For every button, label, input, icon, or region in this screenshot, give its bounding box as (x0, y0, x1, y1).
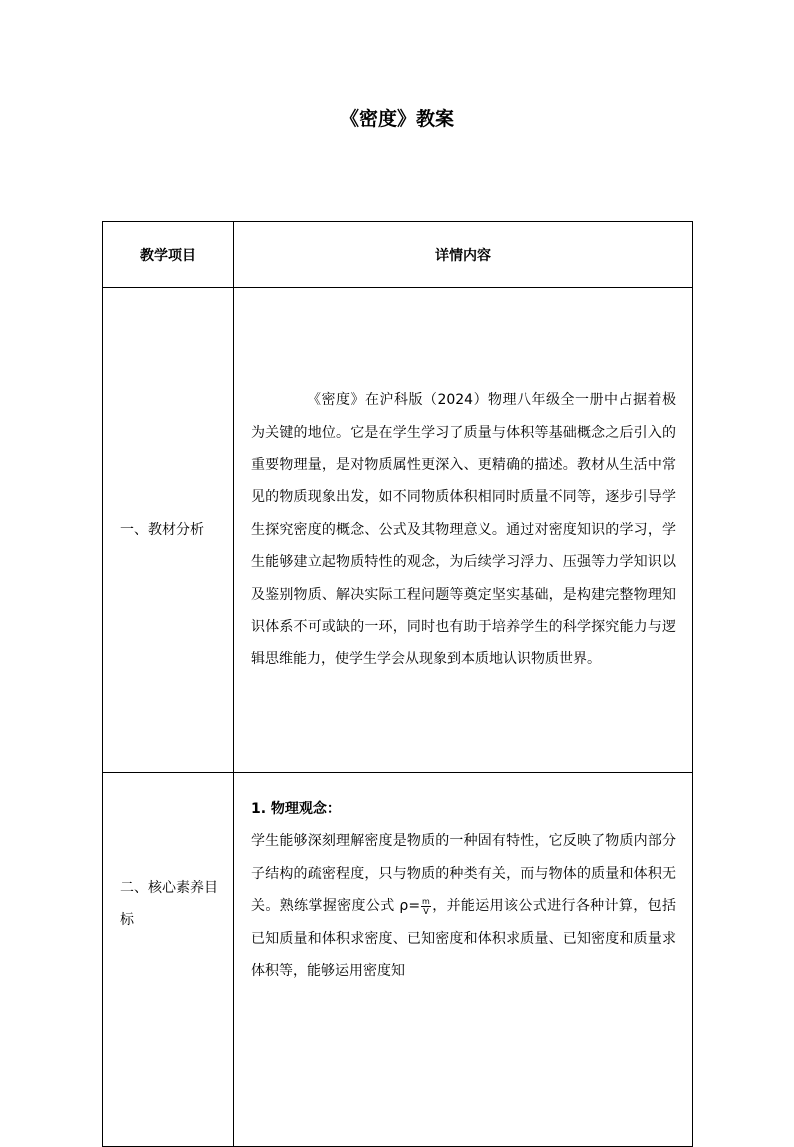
density-formula-fraction (421, 897, 431, 916)
textbook-analysis-paragraph: 《密度》在沪科版（2024）物理八年级全一册中占据着极为关键的地位。它是在学生学习了质量与体积等基础概念之后引入的重要物理量，是对物质属性更深入、更精确的描述。教材从生活中常见的物质现象出发，如不同物质体积相同时质量不同等，逐步引导学生探究密度的概念、公式及其物理意义。通过对密度知识的学习，学生能够建立起物质特性的观念，为后续学习浮力、压强等力学知识以及鉴别物质、解决实际工程问题等奠定坚实基础，是构建完整物理知识体系不可或缺的一环，同时也有助于培养学生的科学探究能力与逻辑思维能力，使学生学会从现象到本质地认识物质世界。 (251, 392, 676, 668)
formula-denominator: V (423, 906, 429, 916)
table-row (103, 288, 693, 773)
physics-concept-paragraph (251, 825, 676, 987)
lesson-plan-table (102, 221, 693, 1147)
row-label-textbook-analysis: 一、教材分析 (103, 288, 234, 773)
document-title: 《密度》教案 (339, 108, 454, 130)
paragraph-text-before-formula: 学生能够深刻理解密度是物质的一种固有特性，它反映了物质内部分子结构的疏密程度，只与物质的种类有关，而与物体的质量和体积无关。熟练掌握密度公式 ρ= (251, 833, 676, 915)
header-teaching-item: 教学项目 (103, 222, 234, 288)
table-header-row (103, 222, 693, 288)
formula-numerator: m (422, 896, 430, 906)
row-content-core-literacy-goals (234, 773, 693, 1147)
row-content-textbook-analysis (234, 288, 693, 773)
row-label-core-literacy-goals: 二、核心素养目标 (103, 773, 234, 1147)
header-detail-content: 详情内容 (234, 222, 693, 288)
table-row (103, 773, 693, 1147)
physics-concept-subheading: 1. 物理观念： (251, 801, 341, 817)
paragraph-text-after-formula: ，并能运用该公式进行各种计算，包括已知质量和体积求密度、已知密度和体积求质量、已知密度和质量求体积等，能够运用密度知 (251, 898, 676, 980)
